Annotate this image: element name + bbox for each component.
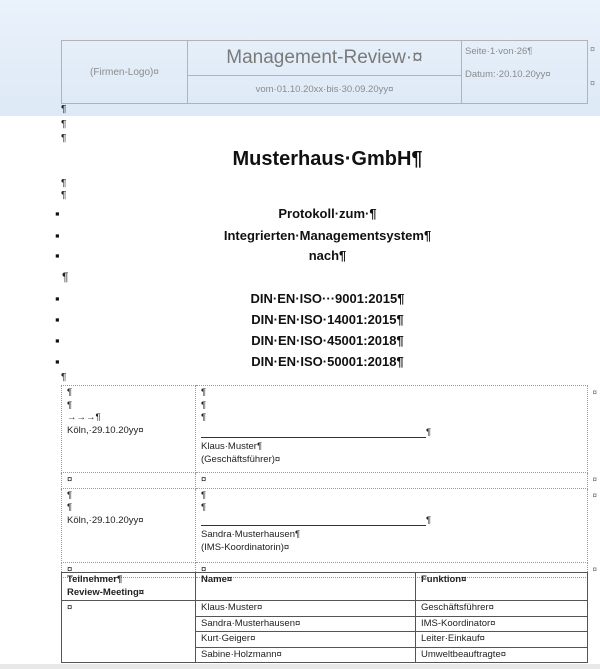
row-end-mark: ¤ <box>590 44 596 54</box>
participant-name: Klaus·Muster¤ <box>196 601 416 617</box>
paragraph-mark: ¶ <box>201 502 207 513</box>
signature-line <box>201 515 426 526</box>
paragraph-mark: ¶ <box>67 399 73 411</box>
norm-line: ▪ DIN·EN·ISO·14001:2015¶ <box>55 312 404 327</box>
paragraph-mark: ¶ <box>67 502 73 513</box>
signature-place-date: Köln,·29.10.20yy¤ <box>67 424 144 436</box>
norm-line: ▪ DIN·EN·ISO·50001:2018¶ <box>55 354 404 369</box>
document-title: Management-Review·¤ <box>188 41 462 76</box>
signer-name: Klaus·Muster¶ <box>201 441 263 452</box>
paragraph-mark: ¶ <box>61 133 67 144</box>
protocol-line: ▪ nach¶ <box>55 248 347 263</box>
participant-function: IMS-Koordinator¤ <box>416 616 588 632</box>
protocol-line: ▪ Integrierten·Managementsystem¶ <box>55 228 432 243</box>
signer-role: (IMS-Koordinatorin)¤ <box>201 541 290 553</box>
header-date: Datum:·20.10.20yy¤ <box>465 69 551 80</box>
row-end-mark: ¤ <box>590 78 596 88</box>
paragraph-mark: ¶ <box>61 190 67 201</box>
signature-table: ¶ ¶ →→→¶ Köln,·29.10.20yy¤ ¶ ¶ ¶ ¶ Klaus·Muster¶ (Geschäftsführer)¤ ¤ ¤ ¤ ¤ ¶ ¶ Köln,·29.10.20yy¤ ¶ ¶ ¶ Sandra·Musterhausen¶ (IMS-Koordinatorin)¤ ¤ ¤ ¤ ¤ <box>61 385 588 578</box>
signature-row: ¶ ¶ →→→¶ Köln,·29.10.20yy¤ ¶ ¶ ¶ ¶ Klaus·Muster¶ (Geschäftsführer)¤ ¤ <box>62 386 588 473</box>
empty-cell: ¤ <box>62 562 196 578</box>
participant-function: Geschäftsführer¤ <box>416 601 588 617</box>
table-row <box>62 601 588 617</box>
paragraph-mark: ¶ <box>201 489 207 501</box>
empty-cell: ¤ <box>62 601 196 663</box>
participant-name: Kurt·Geiger¤ <box>196 632 416 648</box>
paragraph-mark: ¶ <box>201 412 207 423</box>
paragraph-mark: ¶ <box>61 119 67 130</box>
tab-marks: →→→¶ <box>67 412 101 423</box>
participant-function: Leiter·Einkauf¤ <box>416 632 588 648</box>
participant-function: Umweltbeauftragte¤ <box>416 647 588 663</box>
empty-cell: ¤ <box>62 473 196 489</box>
company-name: Musterhaus·GmbH¶ <box>232 148 423 170</box>
paragraph-mark: ¶ <box>201 387 207 398</box>
header-table <box>61 40 588 104</box>
signer-role: (Geschäftsführer)¤ <box>201 453 281 465</box>
participant-name: Sabine·Holzmann¤ <box>196 647 416 663</box>
participants-table <box>61 572 588 663</box>
signature-place-date: Köln,·29.10.20yy¤ <box>67 514 144 526</box>
function-column-header: Funktion¤ <box>416 573 588 601</box>
window-bottom-edge <box>0 664 600 669</box>
paragraph-mark: ¶ <box>61 372 67 383</box>
name-column-header: Name¤ <box>196 573 416 601</box>
table-header-row <box>62 573 588 601</box>
review-period: vom·01.10.20xx·bis·30.09.20yy¤ <box>188 76 462 104</box>
participant-name: Sandra·Musterhausen¤ <box>196 616 416 632</box>
norm-line: ▪ DIN·EN·ISO···9001:2015¶ <box>55 291 405 306</box>
participants-header: Teilnehmer¶ Review-Meeting¤ <box>62 573 196 601</box>
norm-line: ▪ DIN·EN·ISO·45001:2018¶ <box>55 333 404 348</box>
paragraph-mark: ¶ <box>61 178 67 189</box>
signature-line <box>201 427 426 438</box>
paragraph-mark: ¶ <box>62 270 69 284</box>
signature-row: ¶ ¶ Köln,·29.10.20yy¤ ¶ ¶ ¶ Sandra·Musterhausen¶ (IMS-Koordinatorin)¤ ¤ <box>62 488 588 562</box>
paragraph-mark: ¶ <box>67 489 73 501</box>
protocol-line: ▪ Protokoll·zum·¶ <box>55 206 377 221</box>
page-number: Seite·1·von·26¶ <box>465 46 533 57</box>
paragraph-mark: ¶ <box>201 399 207 411</box>
paragraph-mark: ¶ <box>67 387 73 398</box>
paragraph-mark: ¶ <box>61 104 67 115</box>
company-logo-placeholder: (Firmen-Logo)¤ <box>62 41 188 104</box>
signer-name: Sandra·Musterhausen¶ <box>201 529 301 540</box>
header-meta <box>462 41 588 104</box>
